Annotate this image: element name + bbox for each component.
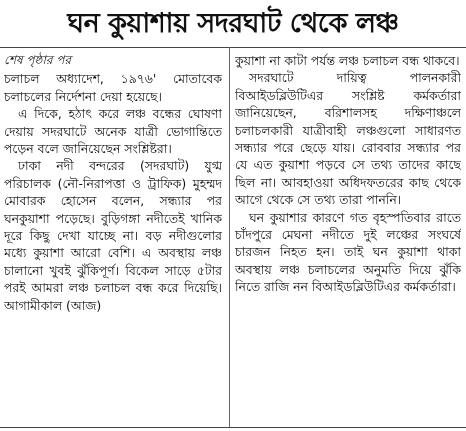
column-divider <box>229 47 230 427</box>
headline-rule <box>0 47 466 48</box>
bottom-rule <box>0 427 466 428</box>
paragraph: কুয়াশা না কাটা পর্যন্ত লঞ্চ চলাচল বন্ধ থাকবে। <box>235 53 460 68</box>
paragraph: চলাচল অধ্যাদেশ, ১৯৭৬' মোতাবেক চলাচলের নির্দেশনা দেয়া হয়েছে। <box>4 71 222 104</box>
right-column <box>235 52 461 424</box>
headline: ঘন কুয়াশায় সদরঘাট থেকে লঞ্চ <box>67 8 399 39</box>
jump-line: শেষ পৃষ্ঠার পর <box>4 53 72 67</box>
paragraph: ঢাকা নদী বন্দরের (সদরঘাট) যুগ্ম পরিচালক (নৌ-নিরাপত্তা ও ট্রাফিক) মুহম্মদ মোবারক হোসেন বলেন, সন্ধ্যার পর ঘনকুয়াশা পড়েছে। বুড়িগঙ্গা নদীতেই খানিক দূরে কিছু দেখা যাচ্ছে না। বড় নদীগুলোর মধ্যে কুয়াশা আরো বেশি। এ অবস্থায় লঞ্চ চালানো খুবই ঝুঁকিপূর্ণ। বিকেল সাড়ে ৫টার পরই আমরা লঞ্চ চলাচল বন্ধ করে দিয়েছি। আগামীকাল (আজ) <box>4 158 222 313</box>
paragraph: এ দিকে, হঠাৎ করে লঞ্চ বন্ধের ঘোষণা দেয়ায় সদরঘাটে অনেক যাত্রী ভোগান্তিতে পড়েন বলে জানিয়েছেন সংশ্লিষ্টরা। <box>4 106 222 157</box>
paragraph: সদরঘাটে দায়িত্ব পালনকারী বিআইডব্লিউটিএর সংশ্লিষ্ট কর্মকর্তারা জানিয়েছেন, বরিশালসহ দক্ষিণাঞ্চলে চলাচলকারী যাত্রীবাহী লঞ্চগুলো সাধারণত সন্ধ্যার পরে ছেড়ে যায়। রোববার সন্ধ্যার পর যে এত কুয়াশা পড়বে সে তথ্য তাদের কাছে ছিল না। আবহাওয়া অধিদফতরের কাছ থেকে আগে থেকে সে তথ্য তারা পাননি। <box>235 70 461 208</box>
paragraph: ঘন কুয়াশার কারণে গত বৃহস্পতিবার রাতে চাঁদপুরে মেঘনা নদীতে দুই লঞ্চের সংঘর্ষে চারজন নিহত হন। তাই ঘন কুয়াশা থাকা অবস্থায় লঞ্চ চলাচলের অনুমতি দিয়ে ঝুঁকি নিতে রাজি নন বিআইডব্লিউটিএর কর্মকর্তারা। <box>235 209 461 295</box>
left-column <box>4 52 222 424</box>
